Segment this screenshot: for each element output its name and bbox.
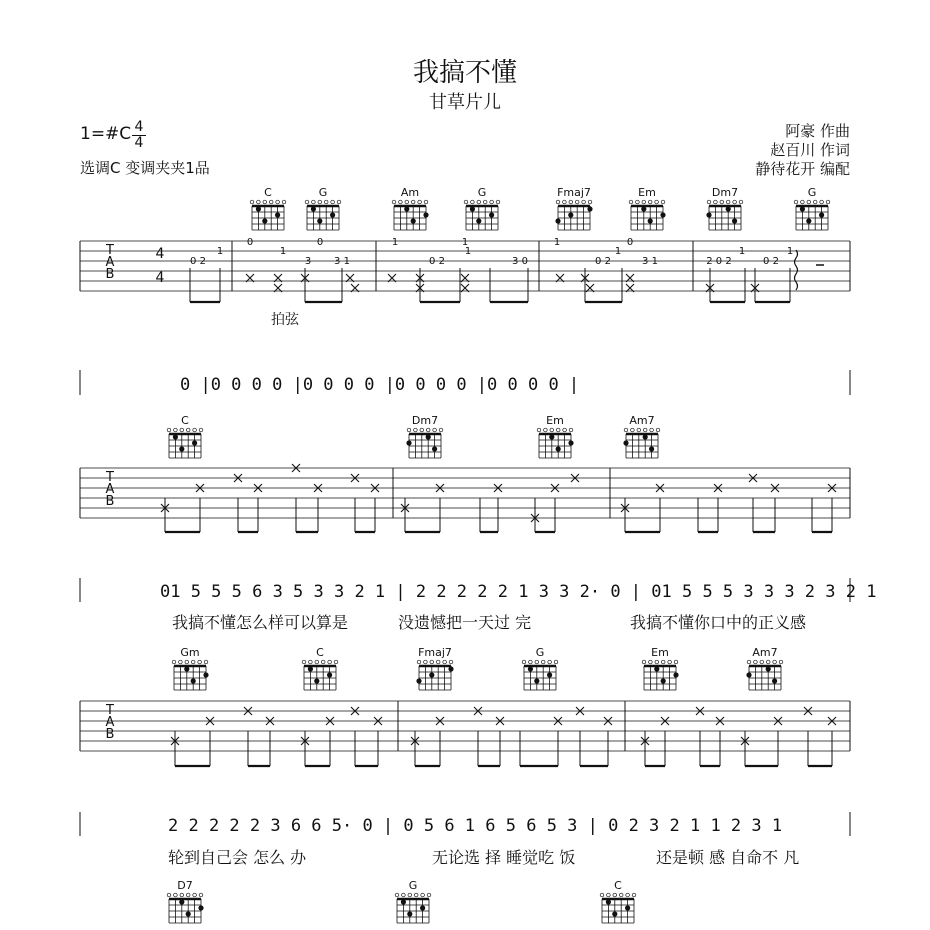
- fret-number: 0 2: [429, 256, 445, 267]
- chord-name: G: [318, 186, 328, 199]
- open-string-marker: [575, 200, 579, 204]
- open-string-marker: [668, 660, 672, 664]
- open-string-marker: [193, 893, 197, 897]
- open-string-marker: [820, 200, 824, 204]
- finger-dot: [772, 678, 777, 683]
- open-string-marker: [754, 660, 758, 664]
- finger-dot: [612, 911, 617, 916]
- open-string-marker: [395, 893, 399, 897]
- open-string-marker: [550, 428, 554, 432]
- chord-name: C: [264, 186, 272, 199]
- tab-time-top: 4: [155, 246, 165, 262]
- fret-number: 3 0: [512, 256, 528, 267]
- open-string-marker: [582, 200, 586, 204]
- finger-dot: [401, 899, 406, 904]
- open-string-marker: [631, 428, 635, 432]
- finger-dot: [625, 905, 630, 910]
- chord-diagram: [600, 879, 636, 923]
- open-string-marker: [399, 200, 403, 204]
- open-string-marker: [172, 660, 176, 664]
- open-string-marker: [424, 660, 428, 664]
- open-string-marker: [179, 660, 183, 664]
- fret-number: 2 0 2: [706, 256, 732, 267]
- finger-dot: [623, 440, 628, 445]
- chord-name: Am: [400, 186, 420, 199]
- open-string-marker: [760, 660, 764, 664]
- chord-name: C: [614, 879, 622, 892]
- chord-name: Fmaj7: [418, 646, 452, 659]
- open-string-marker: [714, 200, 718, 204]
- open-string-marker: [204, 660, 208, 664]
- open-string-marker: [174, 428, 178, 432]
- chord-name: Fmaj7: [557, 186, 591, 199]
- open-string-marker: [302, 660, 306, 664]
- open-string-marker: [629, 200, 633, 204]
- open-string-marker: [619, 893, 623, 897]
- chord-name: G: [535, 646, 545, 659]
- tab-clef-letter: T: [106, 243, 114, 258]
- open-string-marker: [257, 200, 261, 204]
- open-string-marker: [324, 200, 328, 204]
- fret-number: 0 2: [595, 256, 611, 267]
- lyric-line: 还是顿 感 自命不 凡: [656, 848, 800, 867]
- chord-name: C: [181, 414, 189, 427]
- open-string-marker: [554, 660, 558, 664]
- arranger-credit: 静待花开 编配: [755, 160, 850, 178]
- song-title: 我搞不懂: [412, 58, 517, 88]
- open-string-marker: [263, 200, 267, 204]
- finger-dot: [275, 212, 280, 217]
- open-string-marker: [420, 428, 424, 432]
- tab-clef-letter: T: [106, 703, 114, 718]
- tab-clef-letter: B: [105, 727, 115, 742]
- finger-dot: [262, 218, 267, 223]
- finger-dot: [420, 905, 425, 910]
- finger-dot: [186, 911, 191, 916]
- open-string-marker: [282, 200, 286, 204]
- open-string-marker: [766, 660, 770, 664]
- open-string-marker: [807, 200, 811, 204]
- finger-dot: [184, 666, 189, 671]
- open-string-marker: [312, 200, 316, 204]
- finger-dot: [429, 672, 434, 677]
- arpeggio-mark: [795, 250, 798, 290]
- open-string-marker: [642, 200, 646, 204]
- open-string-marker: [174, 893, 178, 897]
- finger-dot: [406, 440, 411, 445]
- open-string-marker: [607, 893, 611, 897]
- finger-dot: [416, 678, 421, 683]
- finger-dot: [726, 206, 731, 211]
- open-string-marker: [199, 893, 203, 897]
- finger-dot: [732, 218, 737, 223]
- chord-diagram: [623, 414, 659, 458]
- finger-dot: [606, 899, 611, 904]
- finger-dot: [317, 218, 322, 223]
- finger-dot: [800, 206, 805, 211]
- finger-dot: [654, 666, 659, 671]
- open-string-marker: [674, 660, 678, 664]
- open-string-marker: [556, 428, 560, 432]
- open-string-marker: [436, 660, 440, 664]
- finger-dot: [311, 206, 316, 211]
- finger-dot: [432, 446, 437, 451]
- open-string-marker: [739, 200, 743, 204]
- finger-dot: [470, 206, 475, 211]
- tab-clef-letter: B: [105, 267, 115, 282]
- chord-diagram: [172, 646, 208, 690]
- open-string-marker: [199, 428, 203, 432]
- open-string-marker: [421, 893, 425, 897]
- finger-dot: [643, 434, 648, 439]
- open-string-marker: [655, 660, 659, 664]
- finger-dot: [648, 218, 653, 223]
- tab-staff: [80, 464, 850, 532]
- open-string-marker: [537, 428, 541, 432]
- time-sig-bottom: 4: [134, 135, 144, 151]
- finger-dot: [407, 911, 412, 916]
- open-string-marker: [449, 660, 453, 664]
- open-string-marker: [167, 428, 171, 432]
- chord-diagram: [555, 186, 592, 230]
- open-string-marker: [334, 660, 338, 664]
- open-string-marker: [250, 200, 254, 204]
- open-string-marker: [407, 428, 411, 432]
- chord-diagram: [406, 414, 442, 458]
- open-string-marker: [656, 428, 660, 432]
- open-string-marker: [315, 660, 319, 664]
- open-string-marker: [600, 893, 604, 897]
- chord-diagram: [167, 879, 203, 923]
- technique-note: 拍弦: [271, 312, 299, 328]
- chord-diagram: [464, 186, 500, 230]
- tab-clef-letter: B: [105, 494, 115, 509]
- open-string-marker: [496, 200, 500, 204]
- fret-number: 1: [553, 237, 561, 248]
- chord-name: G: [477, 186, 487, 199]
- open-string-marker: [186, 893, 190, 897]
- chord-name: C: [316, 646, 324, 659]
- finger-dot: [256, 206, 261, 211]
- finger-dot: [173, 434, 178, 439]
- lyric-line: 没遗憾把一天过 完: [398, 613, 532, 632]
- open-string-marker: [464, 200, 468, 204]
- finger-dot: [568, 440, 573, 445]
- chord-name: Em: [546, 414, 564, 427]
- open-string-marker: [726, 200, 730, 204]
- chord-diagram: [642, 646, 678, 690]
- open-string-marker: [637, 428, 641, 432]
- chord-diagram: [522, 646, 558, 690]
- fret-number: 1: [786, 246, 794, 257]
- finger-dot: [489, 212, 494, 217]
- chord-diagram: [537, 414, 573, 458]
- open-string-marker: [477, 200, 481, 204]
- finger-dot: [746, 672, 751, 677]
- tab-clef-letter: A: [105, 482, 115, 497]
- open-string-marker: [535, 660, 539, 664]
- open-string-marker: [180, 428, 184, 432]
- open-string-marker: [328, 660, 332, 664]
- finger-dot: [568, 212, 573, 217]
- chord-diagram: [706, 186, 742, 230]
- open-string-marker: [563, 428, 567, 432]
- finger-dot: [327, 672, 332, 677]
- chord-diagram: [302, 646, 338, 690]
- fret-number: 3 1: [334, 256, 350, 267]
- open-string-marker: [720, 200, 724, 204]
- numbered-notation-line: 0 |0 0 0 0 |0 0 0 0 |0 0 0 0 |0 0 0 0 |: [180, 375, 580, 395]
- chord-name: Gm: [180, 646, 200, 659]
- open-string-marker: [522, 660, 526, 664]
- fret-number: 0: [316, 237, 324, 248]
- finger-dot: [549, 434, 554, 439]
- chord-name: Em: [638, 186, 656, 199]
- open-string-marker: [321, 660, 325, 664]
- chord-name: G: [408, 879, 418, 892]
- finger-dot: [649, 446, 654, 451]
- open-string-marker: [632, 893, 636, 897]
- finger-dot: [819, 212, 824, 217]
- open-string-marker: [418, 200, 422, 204]
- open-string-marker: [408, 893, 412, 897]
- open-string-marker: [490, 200, 494, 204]
- chord-diagram: [416, 646, 453, 690]
- fret-number: 1: [464, 246, 472, 257]
- open-string-marker: [180, 893, 184, 897]
- finger-dot: [706, 212, 711, 217]
- finger-dot: [766, 666, 771, 671]
- finger-dot: [534, 678, 539, 683]
- fret-number: 0: [626, 237, 634, 248]
- lyric-line: 无论选 择 睡觉吃 饭: [432, 848, 576, 867]
- capo-note: 选调C 变调夹夹1品: [80, 159, 210, 177]
- open-string-marker: [426, 428, 430, 432]
- finger-dot: [192, 440, 197, 445]
- open-string-marker: [661, 200, 665, 204]
- open-string-marker: [801, 200, 805, 204]
- fret-number: 1: [614, 246, 622, 257]
- open-string-marker: [427, 893, 431, 897]
- open-string-marker: [185, 660, 189, 664]
- open-string-marker: [569, 428, 573, 432]
- finger-dot: [191, 678, 196, 683]
- finger-dot: [528, 666, 533, 671]
- fret-number: 1: [391, 237, 399, 248]
- finger-dot: [448, 666, 453, 671]
- finger-dot: [411, 218, 416, 223]
- open-string-marker: [649, 660, 653, 664]
- finger-dot: [673, 672, 678, 677]
- fret-number: 3: [304, 256, 312, 267]
- open-string-marker: [613, 893, 617, 897]
- open-string-marker: [430, 660, 434, 664]
- fret-number: 1: [279, 246, 287, 257]
- lyric-line: 轮到自己会 怎么 办: [168, 848, 307, 867]
- finger-dot: [555, 218, 560, 223]
- open-string-marker: [779, 660, 783, 664]
- open-string-marker: [433, 428, 437, 432]
- open-string-marker: [405, 200, 409, 204]
- open-string-marker: [402, 893, 406, 897]
- open-string-marker: [826, 200, 830, 204]
- open-string-marker: [747, 660, 751, 664]
- open-string-marker: [392, 200, 396, 204]
- lyricist-credit: 赵百川 作词: [770, 141, 850, 159]
- finger-dot: [641, 206, 646, 211]
- chord-name: G: [807, 186, 817, 199]
- tab-clef-letter: T: [106, 470, 114, 485]
- chord-name: D7: [177, 879, 193, 892]
- open-string-marker: [305, 200, 309, 204]
- open-string-marker: [648, 200, 652, 204]
- finger-dot: [203, 672, 208, 677]
- open-string-marker: [733, 200, 737, 204]
- key-signature: 1=#C: [80, 124, 132, 144]
- finger-dot: [556, 446, 561, 451]
- song-artist: 甘草片儿: [429, 92, 501, 113]
- finger-dot: [330, 212, 335, 217]
- open-string-marker: [636, 200, 640, 204]
- open-string-marker: [588, 200, 592, 204]
- fret-number: 3 1: [642, 256, 658, 267]
- chord-diagram: [629, 186, 665, 230]
- open-string-marker: [417, 660, 421, 664]
- open-string-marker: [626, 893, 630, 897]
- open-string-marker: [309, 660, 313, 664]
- open-string-marker: [318, 200, 322, 204]
- open-string-marker: [443, 660, 447, 664]
- chord-name: Em: [651, 646, 669, 659]
- open-string-marker: [414, 893, 418, 897]
- finger-dot: [404, 206, 409, 211]
- open-string-marker: [773, 660, 777, 664]
- finger-dot: [476, 218, 481, 223]
- finger-dot: [423, 212, 428, 217]
- chord-diagram: [794, 186, 830, 230]
- lyric-line: 我搞不懂你口中的正义感: [630, 613, 807, 632]
- finger-dot: [547, 672, 552, 677]
- tab-time-bottom: 4: [155, 270, 165, 286]
- chord-diagram: [392, 186, 428, 230]
- finger-dot: [179, 446, 184, 451]
- open-string-marker: [276, 200, 280, 204]
- open-string-marker: [193, 428, 197, 432]
- open-string-marker: [556, 200, 560, 204]
- open-string-marker: [167, 893, 171, 897]
- open-string-marker: [642, 660, 646, 664]
- open-string-marker: [655, 200, 659, 204]
- chord-name: Am7: [752, 646, 778, 659]
- open-string-marker: [337, 200, 341, 204]
- open-string-marker: [661, 660, 665, 664]
- numbered-notation-line: 2 2 2 2 2 3 6 6 5· 0 | 0 5 6 1 6 5 6 5 3 | 0 2 3 2 1 1 2 3 1: [168, 816, 783, 836]
- chord-diagram: [167, 414, 203, 458]
- open-string-marker: [529, 660, 533, 664]
- open-string-marker: [707, 200, 711, 204]
- finger-dot: [314, 678, 319, 683]
- open-string-marker: [411, 200, 415, 204]
- open-string-marker: [563, 200, 567, 204]
- open-string-marker: [471, 200, 475, 204]
- fret-number: 1: [216, 246, 224, 257]
- chord-diagram: [395, 879, 431, 923]
- chord-diagram: [746, 646, 782, 690]
- fret-number: 0: [246, 237, 254, 248]
- open-string-marker: [331, 200, 335, 204]
- chord-name: Dm7: [711, 186, 739, 199]
- composer-credit: 阿豪 作曲: [785, 122, 850, 140]
- numbered-notation-line: 01 5 5 5 6 3 5 3 3 2 1 | 2 2 2 2 2 1 3 3 2· 0 | 01 5 5 5 3 3 3 2 3 2 1: [160, 582, 877, 602]
- fret-number: 1: [461, 237, 469, 248]
- chord-diagram: [305, 186, 341, 230]
- open-string-marker: [813, 200, 817, 204]
- finger-dot: [587, 206, 592, 211]
- open-string-marker: [569, 200, 573, 204]
- open-string-marker: [424, 200, 428, 204]
- chord-name: Dm7: [411, 414, 439, 427]
- tab-clef-letter: A: [105, 255, 115, 270]
- lyric-line: 我搞不懂怎么样可以算是: [172, 613, 349, 632]
- tab-clef-letter: A: [105, 715, 115, 730]
- chord-diagram: [250, 186, 286, 230]
- open-string-marker: [541, 660, 545, 664]
- finger-dot: [806, 218, 811, 223]
- open-string-marker: [548, 660, 552, 664]
- chord-name: Am7: [629, 414, 655, 427]
- open-string-marker: [186, 428, 190, 432]
- open-string-marker: [650, 428, 654, 432]
- finger-dot: [661, 678, 666, 683]
- open-string-marker: [643, 428, 647, 432]
- finger-dot: [308, 666, 313, 671]
- finger-dot: [426, 434, 431, 439]
- open-string-marker: [624, 428, 628, 432]
- finger-dot: [179, 899, 184, 904]
- open-string-marker: [198, 660, 202, 664]
- fret-number: 1: [738, 246, 746, 257]
- finger-dot: [198, 905, 203, 910]
- open-string-marker: [439, 428, 443, 432]
- open-string-marker: [483, 200, 487, 204]
- fret-number: 0 2: [190, 256, 206, 267]
- open-string-marker: [269, 200, 273, 204]
- time-sig-top: 4: [134, 119, 144, 135]
- tab-staff: [80, 701, 850, 766]
- finger-dot: [660, 212, 665, 217]
- open-string-marker: [191, 660, 195, 664]
- open-string-marker: [794, 200, 798, 204]
- open-string-marker: [414, 428, 418, 432]
- tab-staff: [80, 237, 850, 302]
- open-string-marker: [544, 428, 548, 432]
- fret-number: 0 2: [763, 256, 779, 267]
